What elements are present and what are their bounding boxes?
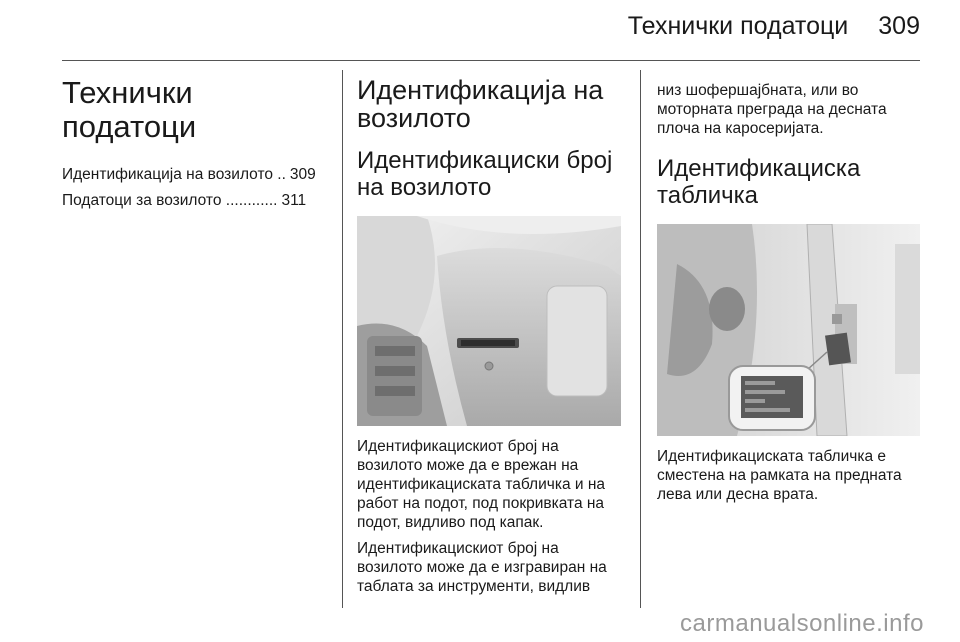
column-3 bbox=[657, 70, 922, 513]
section-title-vehicle-identification: Идентификација на возилото bbox=[357, 75, 604, 134]
column-1 bbox=[62, 70, 326, 218]
toc-entry-page: 309 bbox=[289, 166, 316, 184]
plate-caption: Идентификациската табличка е сместена на рамката на предната лева или десна врата. bbox=[657, 447, 902, 503]
toc-entry-dots: ............ bbox=[221, 192, 278, 210]
column-2 bbox=[357, 70, 625, 605]
vin-paragraph-2: Идентификацискиот број на возилото може да е изгравиран на таблата за инструменти, видлив bbox=[357, 540, 607, 596]
toc-entry-label: Идентификација на возилото bbox=[62, 166, 273, 184]
vin-paragraph-1: Идентификацискиот број на возилото може да е врежан на идентификациската табличка и на работ на подот, под покривката на подот, видливо под капак. bbox=[357, 437, 606, 531]
toc-entry-page: 311 bbox=[281, 192, 307, 210]
chapter-title: Технички податоци bbox=[62, 75, 197, 145]
toc-entry-dots: .. bbox=[272, 166, 286, 184]
vin-paragraph-continuation: низ шофершајбната, или во моторната преграда на десната плоча на каросеријата. bbox=[657, 82, 887, 137]
watermark: carmanualsonline.info bbox=[680, 610, 924, 637]
vin-location-illustration bbox=[357, 216, 621, 426]
subsection-title-vin: Идентификациски број на возилото bbox=[357, 146, 613, 202]
toc-entry-vehicle-identification[interactable] bbox=[62, 166, 326, 184]
running-header-title: Технички податоци bbox=[627, 12, 849, 40]
column-divider-2 bbox=[640, 70, 641, 608]
toc-entry-vehicle-data[interactable] bbox=[62, 192, 326, 210]
subsection-title-plate: Идентификациска табличка bbox=[657, 154, 861, 210]
page-number: 309 bbox=[878, 12, 920, 40]
running-header bbox=[628, 12, 920, 41]
toc-entry-label: Податоци за возилото bbox=[62, 192, 222, 210]
plate-location-illustration bbox=[657, 224, 920, 436]
toc-list bbox=[62, 166, 326, 210]
column-divider-1 bbox=[342, 70, 343, 608]
header-rule bbox=[62, 60, 920, 61]
